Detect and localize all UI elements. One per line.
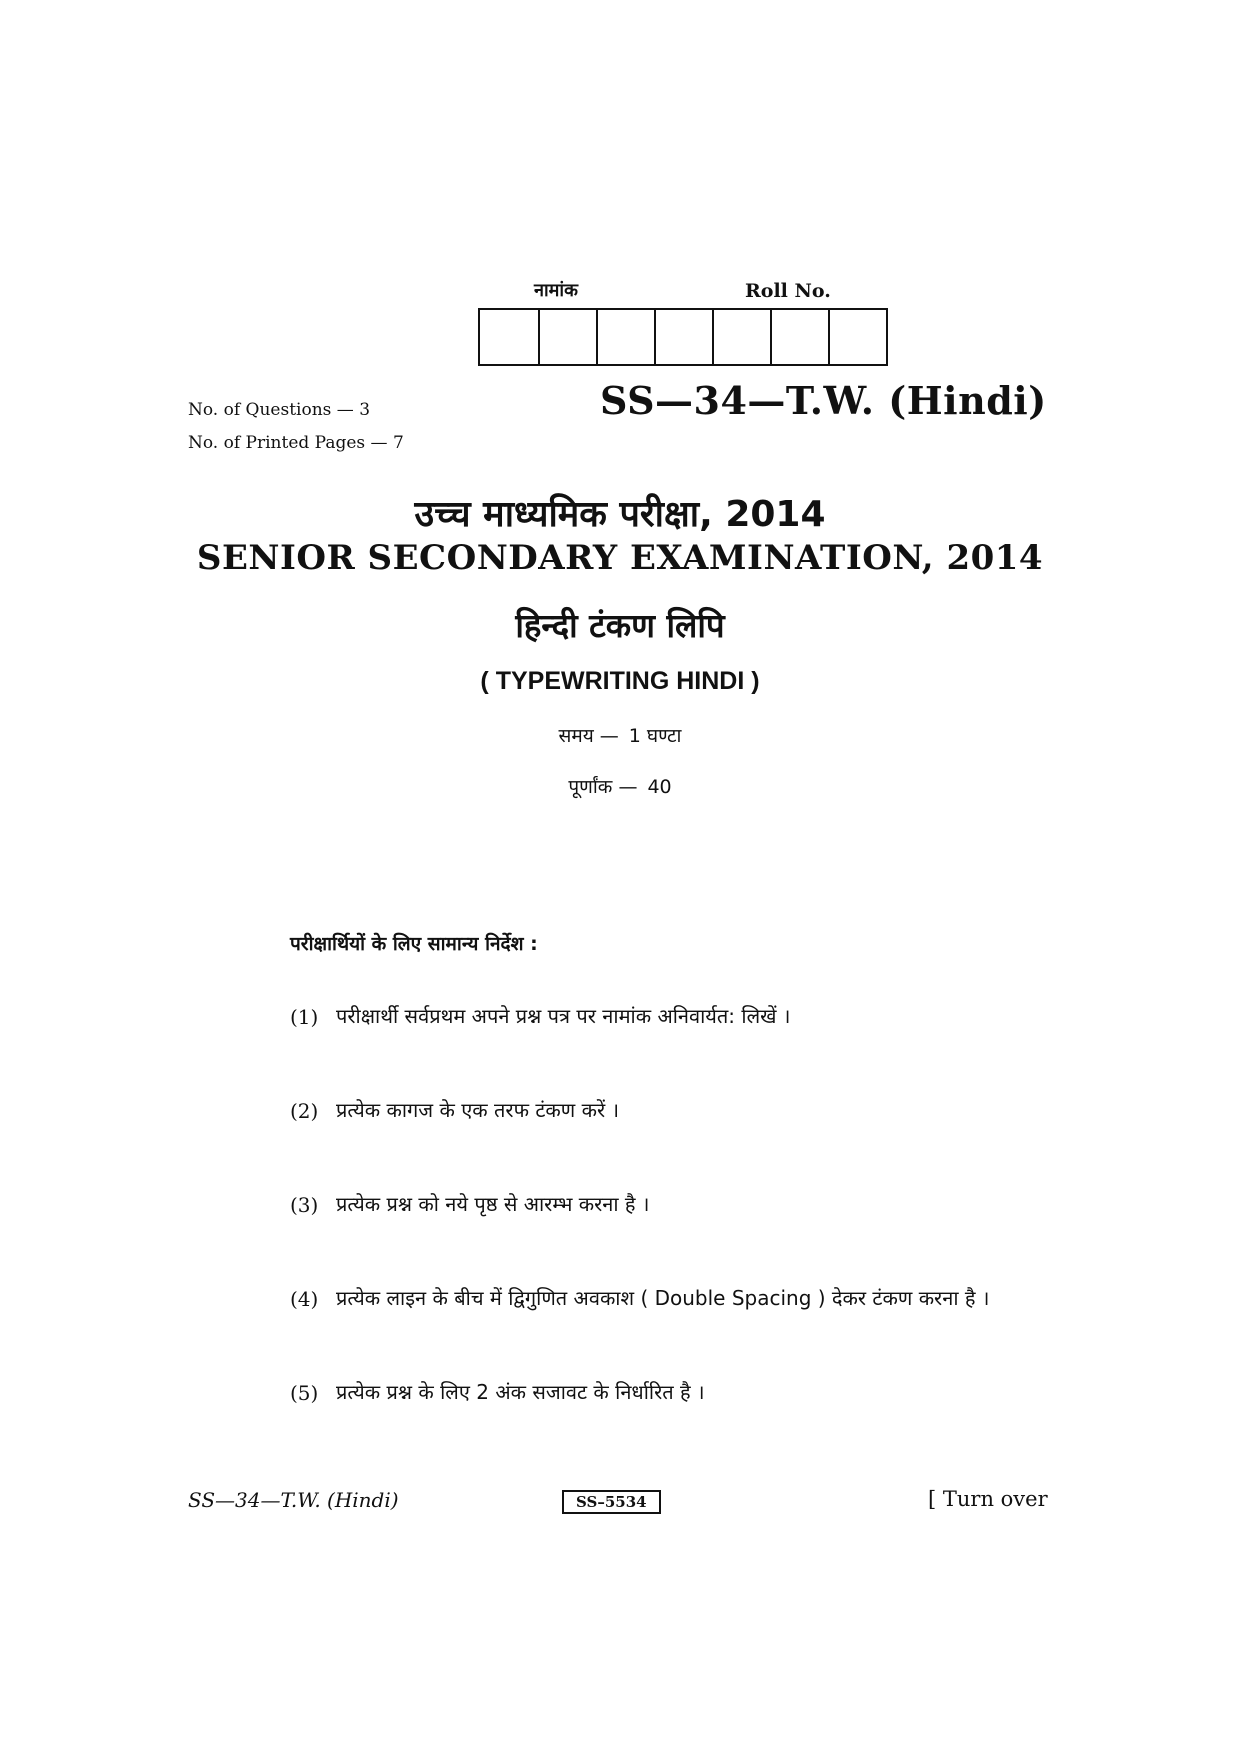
instruction-item — [290, 1287, 1050, 1333]
roll-label-english: Roll No. — [745, 280, 831, 302]
turn-over-note: [ Turn over — [928, 1487, 1048, 1511]
roll-digit-box — [654, 310, 712, 364]
instruction-number: (3) — [290, 1193, 319, 1217]
instruction-number: (2) — [290, 1099, 319, 1123]
roll-digit-box — [480, 310, 538, 364]
roll-digit-box — [828, 310, 886, 364]
instruction-item — [290, 1381, 1050, 1427]
instructions-list — [290, 1005, 1050, 1475]
time-allowed — [0, 722, 1240, 748]
roll-digit-box — [712, 310, 770, 364]
roll-label-hindi: नामांक — [534, 280, 578, 301]
subject-title-english: ( TYPEWRITING HINDI ) — [480, 667, 760, 695]
instruction-text: प्रत्येक प्रश्न को नये पृष्ठ से आरम्भ करना है । — [336, 1192, 650, 1216]
number-of-printed-pages: No. of Printed Pages — 7 — [188, 433, 404, 453]
exam-title-hindi: उच्च माध्यमिक परीक्षा, 2014 — [414, 494, 826, 535]
instruction-number: (5) — [290, 1381, 319, 1405]
roll-digit-box — [538, 310, 596, 364]
subject-title-hindi: हिन्दी टंकण लिपि — [515, 606, 725, 645]
instruction-text: परीक्षार्थी सर्वप्रथम अपने प्रश्न पत्र पर नामांक अनिवार्यत: लिखें । — [336, 1004, 791, 1028]
marks-label: पूर्णांक — — [568, 776, 638, 798]
maximum-marks — [0, 773, 1240, 799]
marks-value: 40 — [647, 776, 672, 798]
instruction-item — [290, 1193, 1050, 1239]
instruction-text: प्रत्येक प्रश्न के लिए 2 अंक सजावट के निर्धारित है । — [336, 1380, 705, 1404]
roll-digit-box — [596, 310, 654, 364]
instruction-text: प्रत्येक कागज के एक तरफ टंकण करें । — [336, 1098, 620, 1122]
instruction-number: (1) — [290, 1005, 319, 1029]
time-value: 1 घण्टा — [628, 725, 682, 747]
instructions-heading: परीक्षार्थियों के लिए सामान्य निर्देश : — [290, 933, 538, 955]
exam-title-english: SENIOR SECONDARY EXAMINATION, 2014 — [196, 538, 1044, 578]
footer-booklet-code: SS–5534 — [562, 1490, 661, 1514]
roll-number-boxes — [478, 308, 888, 366]
instruction-item — [290, 1099, 1050, 1145]
time-label: समय — — [558, 725, 619, 747]
instruction-text: प्रत्येक लाइन के बीच में द्विगुणित अवकाश ( Double Spacing ) देकर टंकण करना है । — [336, 1286, 990, 1310]
paper-code: SS—34—T.W. (Hindi) — [600, 378, 1047, 423]
number-of-questions: No. of Questions — 3 — [188, 400, 371, 420]
instruction-item — [290, 1005, 1050, 1051]
roll-digit-box — [770, 310, 828, 364]
instruction-number: (4) — [290, 1287, 319, 1311]
footer-paper-code: SS—34—T.W. (Hindi) — [188, 1488, 399, 1512]
